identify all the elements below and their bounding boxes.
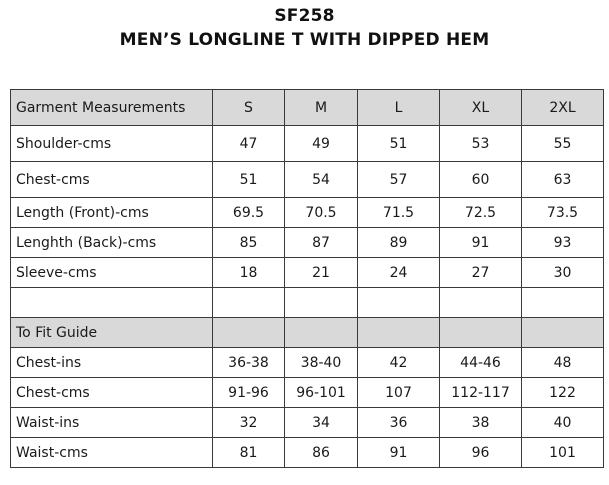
- cell-value: 38: [440, 408, 522, 438]
- cell-value: 34: [285, 408, 358, 438]
- table-row: [11, 126, 604, 162]
- cell-value: 60: [440, 162, 522, 198]
- cell-value: 57: [358, 162, 440, 198]
- table-row: [11, 438, 604, 468]
- row-label: Shoulder-cms: [11, 126, 213, 162]
- cell-value: 51: [213, 162, 285, 198]
- cell-value: 96: [440, 438, 522, 468]
- table-row: [11, 378, 604, 408]
- cell-value: 18: [213, 258, 285, 288]
- size-header-s: S: [213, 90, 285, 126]
- empty-cell: [213, 288, 285, 318]
- cell-value: 24: [358, 258, 440, 288]
- cell-value: 122: [522, 378, 604, 408]
- cell-value: 32: [213, 408, 285, 438]
- cell-value: 91-96: [213, 378, 285, 408]
- cell-value: 107: [358, 378, 440, 408]
- table-row: [11, 162, 604, 198]
- row-label: Sleeve-cms: [11, 258, 213, 288]
- cell-value: 36-38: [213, 348, 285, 378]
- row-label: Lenghth (Back)-cms: [11, 228, 213, 258]
- table-row: [11, 258, 604, 288]
- row-label: Chest-cms: [11, 378, 213, 408]
- size-header-l: L: [358, 90, 440, 126]
- cell-value: 69.5: [213, 198, 285, 228]
- table-row: [11, 228, 604, 258]
- cell-value: 44-46: [440, 348, 522, 378]
- empty-row: [11, 288, 604, 318]
- product-name: MEN’S LONGLINE T WITH DIPPED HEM: [119, 30, 490, 50]
- cell-value: 38-40: [285, 348, 358, 378]
- size-header-2xl: 2XL: [522, 90, 604, 126]
- cell-value: 36: [358, 408, 440, 438]
- fit-guide-header: To Fit Guide: [11, 318, 213, 348]
- cell-value: 93: [522, 228, 604, 258]
- cell-value: 63: [522, 162, 604, 198]
- cell-value: 21: [285, 258, 358, 288]
- cell-value: 27: [440, 258, 522, 288]
- empty-cell: [358, 318, 440, 348]
- empty-cell: [213, 318, 285, 348]
- empty-cell: [285, 288, 358, 318]
- empty-cell: [440, 318, 522, 348]
- cell-value: 73.5: [522, 198, 604, 228]
- size-header-xl: XL: [440, 90, 522, 126]
- cell-value: 51: [358, 126, 440, 162]
- empty-cell: [358, 288, 440, 318]
- product-code: SF258: [274, 6, 335, 26]
- cell-value: 91: [440, 228, 522, 258]
- garment-header-row: [11, 90, 604, 126]
- cell-value: 72.5: [440, 198, 522, 228]
- cell-value: 30: [522, 258, 604, 288]
- size-header-m: M: [285, 90, 358, 126]
- table-row: [11, 408, 604, 438]
- cell-value: 53: [440, 126, 522, 162]
- cell-value: 89: [358, 228, 440, 258]
- cell-value: 91: [358, 438, 440, 468]
- cell-value: 85: [213, 228, 285, 258]
- cell-value: 81: [213, 438, 285, 468]
- cell-value: 71.5: [358, 198, 440, 228]
- fit-guide-header-row: [11, 318, 604, 348]
- cell-value: 87: [285, 228, 358, 258]
- cell-value: 48: [522, 348, 604, 378]
- row-label: Chest-ins: [11, 348, 213, 378]
- table-row: [11, 348, 604, 378]
- cell-value: 112-117: [440, 378, 522, 408]
- empty-cell: [285, 318, 358, 348]
- cell-value: 96-101: [285, 378, 358, 408]
- row-label: Length (Front)-cms: [11, 198, 213, 228]
- row-label: Chest-cms: [11, 162, 213, 198]
- cell-value: 40: [522, 408, 604, 438]
- row-label: Waist-cms: [11, 438, 213, 468]
- table-row: [11, 198, 604, 228]
- cell-value: 47: [213, 126, 285, 162]
- cell-value: 101: [522, 438, 604, 468]
- row-label: Waist-ins: [11, 408, 213, 438]
- cell-value: 55: [522, 126, 604, 162]
- cell-value: 49: [285, 126, 358, 162]
- empty-cell: [522, 288, 604, 318]
- cell-value: 54: [285, 162, 358, 198]
- size-chart-table: [10, 89, 604, 468]
- garment-measurements-header: Garment Measurements: [11, 90, 213, 126]
- empty-cell: [11, 288, 213, 318]
- cell-value: 42: [358, 348, 440, 378]
- cell-value: 70.5: [285, 198, 358, 228]
- empty-cell: [440, 288, 522, 318]
- cell-value: 86: [285, 438, 358, 468]
- empty-cell: [522, 318, 604, 348]
